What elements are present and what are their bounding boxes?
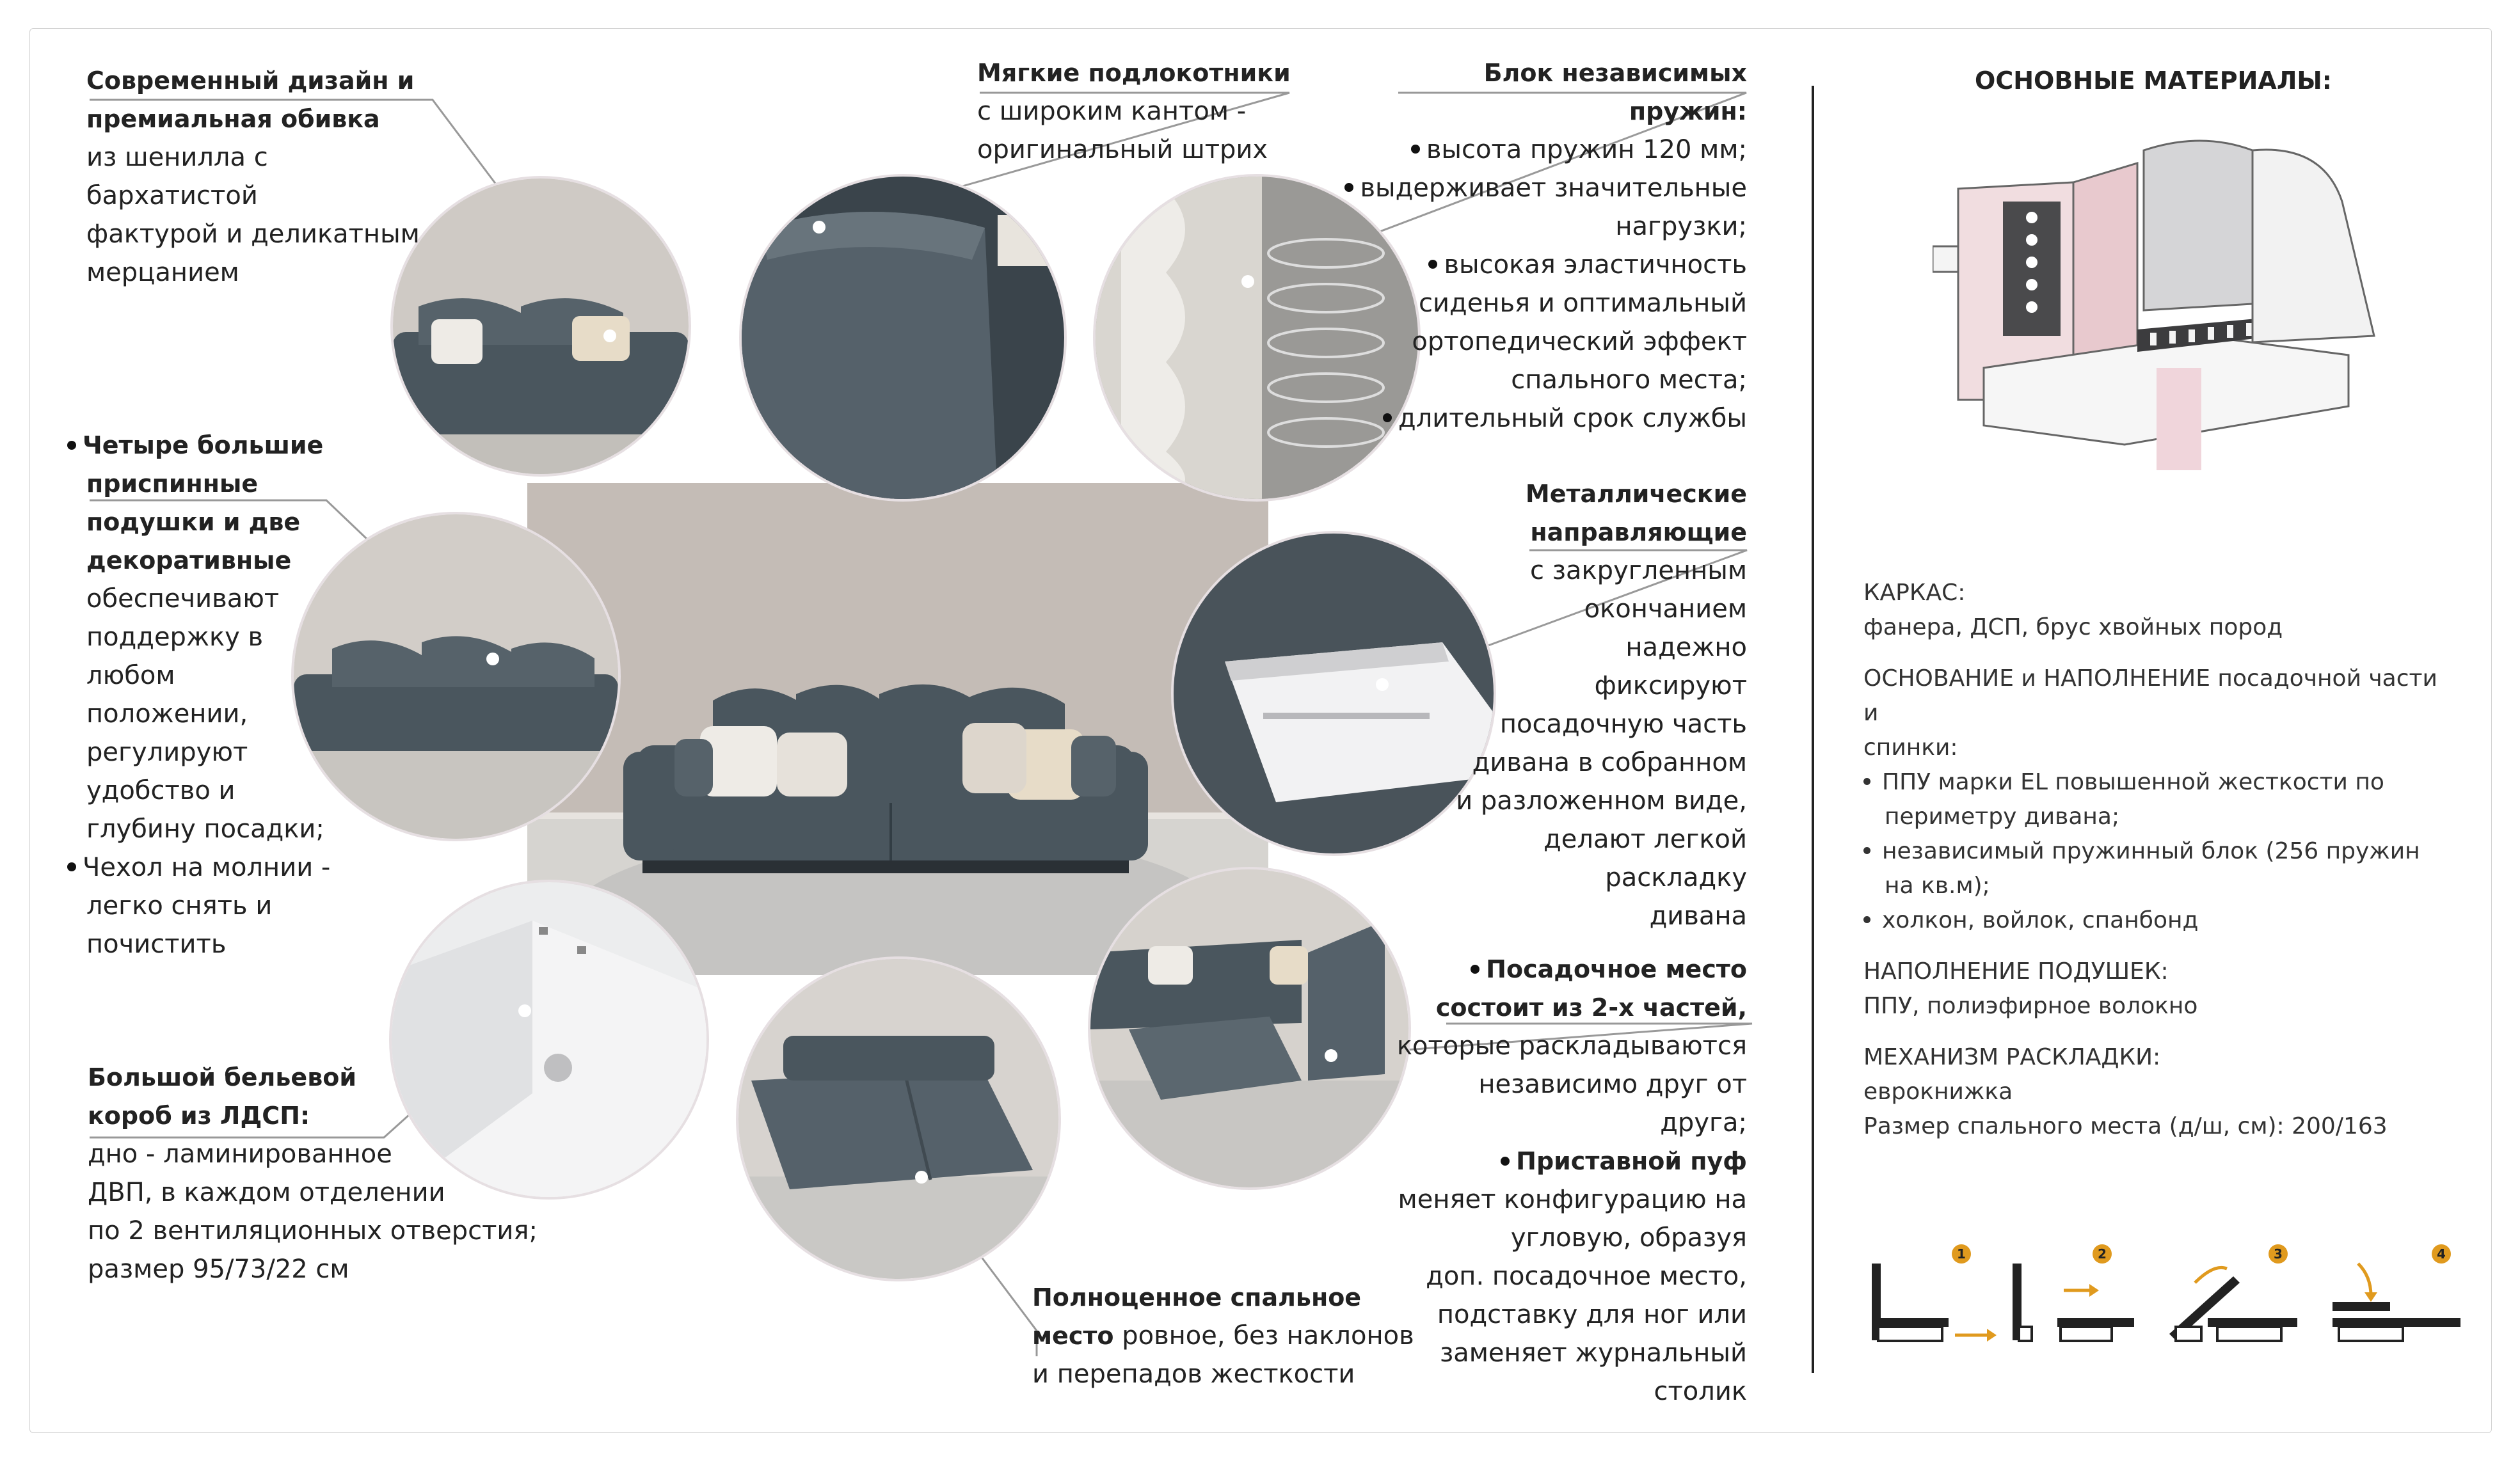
feature-pillows-line-2: поддержку в — [86, 622, 264, 652]
feature-sleeping-place — [1032, 1278, 1429, 1393]
pointer-dot-pouf — [1325, 1049, 1337, 1062]
pointer-dot-pillows — [486, 653, 499, 665]
feature-design-title-2: премиальная обивка — [86, 105, 380, 133]
feature-design-title-1: Современный дизайн и — [86, 67, 415, 95]
materials-mechanism-label: МЕХАНИЗМ РАСКЛАДКИ: — [1863, 1044, 2161, 1070]
bullet-icon — [1863, 916, 1870, 923]
feature-cover-line-3: почистить — [86, 930, 227, 959]
materials-pillow-label: НАПОЛНЕНИЕ ПОДУШЕК: — [1863, 958, 2169, 985]
feature-springs-title-2: пружин: — [1629, 97, 1747, 125]
feature-storage-box — [88, 1058, 548, 1288]
mechanism-step-3-number: 3 — [2274, 1246, 2283, 1262]
materials-mechanism-value: еврокнижка — [1863, 1079, 2013, 1105]
bullet-icon — [1344, 183, 1353, 192]
bullet-icon — [1863, 778, 1870, 785]
mechanism-step-1-number: 1 — [1957, 1246, 1966, 1262]
photo-circle-armrest — [739, 174, 1067, 502]
feature-seat-line-1: которые раскладываются — [1396, 1031, 1747, 1061]
feature-design-line-1: из шенилла с бархатистой — [86, 143, 268, 210]
bullet-icon — [1471, 965, 1479, 974]
feature-pillows-line-5: регулируют — [86, 738, 248, 767]
feature-armrests — [977, 54, 1310, 169]
feature-pouf-line-5: заменяет журнальный — [1439, 1338, 1747, 1368]
feature-armrests-title: Мягкие подлокотники — [977, 59, 1291, 87]
materials-base-item-2: независимый пружинный блок (256 пружин — [1882, 838, 2420, 864]
bullet-icon — [1863, 847, 1870, 854]
feature-box-line-2: ДВП, в каждом отделении — [88, 1178, 445, 1207]
pointer-dot-springs — [1241, 275, 1254, 288]
feature-springs-item-3c: ортопедический эффект — [1412, 327, 1747, 356]
bullet-icon — [1428, 260, 1437, 269]
feature-springs-item-3b: сиденья и оптимальный — [1419, 289, 1747, 318]
feature-armrests-line-2: оригинальный штрих — [977, 135, 1268, 164]
pointer-dot-rails — [1376, 678, 1389, 691]
feature-rails-line-7: и разложенном виде, — [1456, 786, 1747, 816]
feature-pillows-title-2: приспинные — [86, 470, 259, 498]
feature-rails-line-4: фиксируют — [1594, 671, 1747, 701]
pointer-dot-design — [603, 329, 616, 342]
feature-box-vent-num: 2 — [128, 1216, 145, 1246]
bullet-icon — [1501, 1157, 1510, 1166]
mechanism-step-4-number: 4 — [2437, 1246, 2446, 1262]
feature-rails-line-8: делают легкой раскладку — [1543, 825, 1747, 892]
feature-pouf-line-4: подставку для ног или — [1437, 1300, 1747, 1329]
feature-pillows — [67, 426, 362, 963]
bullet-icon — [67, 862, 76, 871]
materials-sleep-size: Размер спального места (д/ш, см): 200/163 — [1863, 1113, 2388, 1139]
feature-pillows-line-6: удобство и — [86, 776, 235, 805]
feature-pillows-line-1: обеспечивают — [86, 584, 280, 614]
feature-box-line-1: дно - ламинированное — [88, 1139, 392, 1169]
feature-design-line-3: мерцанием — [86, 258, 239, 287]
feature-pillows-title-3: подушки и две — [86, 508, 301, 536]
feature-pouf-line-3: доп. посадочное место, — [1426, 1262, 1747, 1291]
feature-rails-line-1: с закругленным — [1530, 556, 1747, 585]
feature-springs-item-2: выдерживает значительные — [1360, 173, 1747, 203]
materials-base-item-1b: периметру дивана; — [1885, 804, 2120, 830]
materials-title: ОСНОВНЫЕ МАТЕРИАЛЫ: — [1975, 67, 2332, 95]
bullet-icon — [1383, 413, 1392, 422]
feature-rails-line-2: окончанием — [1584, 594, 1747, 624]
materials-base-item-2b: на кв.м); — [1885, 873, 1990, 899]
feature-rails-title-1: Металлические — [1525, 480, 1747, 508]
feature-pouf-title: Приставной пуф — [1516, 1147, 1747, 1175]
feature-seat-title-1: Посадочное место — [1486, 955, 1747, 983]
materials-base-item-1: ППУ марки EL повышенной жесткости по — [1882, 769, 2384, 795]
photo-circle-sleeping-place — [736, 956, 1061, 1281]
feature-box-vent-text: вентиляционных отверстия — [144, 1216, 529, 1246]
feature-design — [86, 61, 445, 292]
feature-box-vent-pre: по — [88, 1216, 129, 1246]
feature-rails-line-6b: в собранном — [1570, 748, 1747, 777]
materials-base-label-1: ОСНОВАНИЕ и НАПОЛНЕНИЕ посадочной части и — [1863, 665, 2437, 726]
photo-circle-pouf — [1088, 867, 1411, 1190]
feature-rails-line-9: дивана — [1649, 901, 1747, 931]
mechanism-step-1 — [1859, 1238, 2013, 1359]
feature-pillows-line-3: любом — [86, 661, 175, 690]
feature-springs-title-1: Блок независимых — [1483, 59, 1747, 87]
feature-box-title-2: короб из ЛДСП: — [88, 1102, 310, 1130]
bullet-icon — [67, 441, 76, 450]
feature-rails-line-6a: дивана — [1472, 748, 1570, 777]
pointer-dot-armrest — [813, 221, 825, 234]
feature-springs-item-2b: нагрузки; — [1615, 212, 1747, 241]
feature-springs-item-3d: спального места; — [1511, 365, 1747, 395]
feature-cover-line-2: легко снять и — [86, 891, 273, 921]
materials-list — [1863, 576, 2439, 1144]
feature-sleep-line-1: ровное, без наклонов — [1113, 1321, 1414, 1351]
feature-pouf-line-1: меняет конфигурацию на — [1398, 1185, 1747, 1214]
feature-sleep-title-1: Полноценное спальное — [1032, 1283, 1362, 1311]
feature-rails-title-2: направляющие — [1530, 518, 1747, 546]
feature-pouf-line-6: столик — [1654, 1377, 1747, 1406]
feature-box-vent-end: ; — [529, 1216, 538, 1246]
feature-springs-item-4: длительный срок службы — [1398, 404, 1747, 433]
feature-springs — [1331, 54, 1747, 438]
mechanism-step-3 — [2157, 1238, 2310, 1359]
feature-pouf-line-2: угловую, образуя — [1510, 1223, 1747, 1253]
feature-pillows-line-4: положении, — [86, 699, 248, 729]
feature-design-line-2: фактурой и деликатным — [86, 219, 420, 249]
feature-rails-line-5: посадочную часть — [1499, 709, 1747, 739]
materials-frame-value: фанера, ДСП, брус хвойных пород — [1863, 614, 2283, 640]
feature-seat-title-2: состоит из 2-х частей, — [1435, 994, 1747, 1022]
feature-seat-line-2: независимо друг от друга; — [1478, 1070, 1747, 1137]
materials-cutaway-illustration — [1933, 125, 2380, 483]
feature-metal-rails — [1395, 475, 1747, 935]
materials-pillow-value: ППУ, полиэфирное волокно — [1863, 993, 2198, 1019]
feature-box-title-1: Большой бельевой — [88, 1063, 356, 1091]
pointer-dot-sleeping — [915, 1171, 928, 1184]
feature-armrests-line-1: с широким кантом - — [977, 97, 1247, 126]
feature-springs-item-3: высокая эластичность — [1444, 250, 1747, 280]
feature-rails-line-3: надежно — [1625, 633, 1747, 662]
feature-pillows-title-4: декоративные — [86, 546, 292, 574]
feature-pillows-title-1: Четыре большие — [83, 431, 324, 459]
feature-cover-line-1: Чехол на молнии - — [83, 853, 331, 882]
feature-sleep-line-2: и перепадов жесткости — [1032, 1359, 1355, 1389]
bullet-icon — [1411, 145, 1420, 154]
materials-base-label-2: спинки: — [1863, 734, 1958, 761]
mechanism-step-2 — [2000, 1238, 2153, 1359]
feature-sleep-title-2: место — [1032, 1322, 1114, 1350]
materials-base-item-3: холкон, войлок, спанбонд — [1882, 907, 2199, 933]
feature-seat-pouf — [1395, 950, 1747, 1411]
mechanism-step-4 — [2320, 1238, 2473, 1359]
materials-frame-label: КАРКАС: — [1863, 580, 1966, 606]
feature-box-size: размер 95/73/22 см — [88, 1255, 349, 1284]
feature-springs-item-1: высота пружин 120 мм; — [1426, 135, 1747, 164]
mechanism-step-2-number: 2 — [2098, 1246, 2107, 1262]
feature-pillows-line-7: глубину посадки; — [86, 814, 324, 844]
pointer-dot-box — [518, 1004, 531, 1017]
